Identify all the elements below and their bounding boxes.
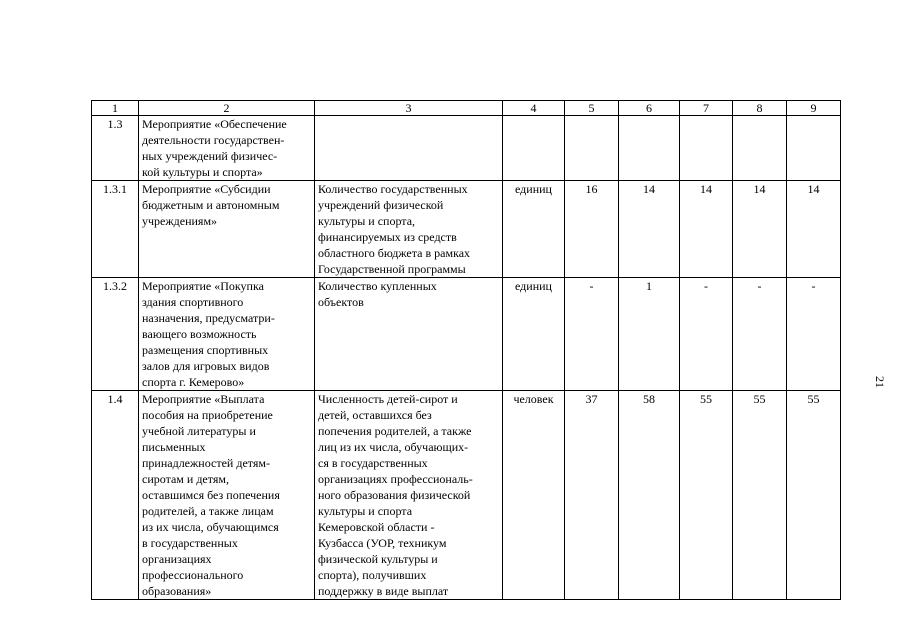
row-number: 1.3.2 [92,278,139,391]
value-cell: 14 [619,181,680,278]
value-cell [733,116,787,181]
value-cell: 14 [733,181,787,278]
column-header: 4 [503,101,565,116]
event-name: Мероприятие «Субсидии бюджетным и автономным учреждениям» [139,181,315,278]
value-cell: 37 [565,391,619,600]
column-header: 7 [680,101,733,116]
value-cell: 58 [619,391,680,600]
indicator-name: Численность детей-сирот и детей, оставшихся без попечения родителей, а также лиц из их числа, обучающих- ся в государственных организациях профессиональ- ного образования физической культуры и спорта Кемеровской области - Кузбасса (УОР, техникум физической культуры и спорта), получивших поддержку в виде выплат [315,391,503,600]
value-cell: 1 [619,278,680,391]
column-header: 9 [787,101,841,116]
column-header: 2 [139,101,315,116]
value-cell: - [680,278,733,391]
table-header-row [92,101,841,116]
column-header: 1 [92,101,139,116]
unit: единиц [503,278,565,391]
table-row [92,181,841,278]
value-cell [565,116,619,181]
value-cell [619,116,680,181]
value-cell: - [787,278,841,391]
indicator-name: Количество государственных учреждений физической культуры и спорта, финансируемых из средств областного бюджета в рамках Государственной программы [315,181,503,278]
value-cell: - [565,278,619,391]
table-row [92,116,841,181]
column-header: 3 [315,101,503,116]
page-number: 21 [873,376,887,388]
value-cell [787,116,841,181]
event-name: Мероприятие «Выплата пособия на приобретение учебной литературы и письменных принадлежностей детям- сиротам и детям, оставшимся без попечения родителей, а также лицам из их числа, обучающимся в государственных организациях профессионального образования» [139,391,315,600]
value-cell: - [733,278,787,391]
unit: единиц [503,181,565,278]
table-row [92,278,841,391]
table-row [92,391,841,600]
value-cell: 14 [787,181,841,278]
unit [503,116,565,181]
row-number: 1.3 [92,116,139,181]
value-cell: 55 [733,391,787,600]
value-cell: 55 [680,391,733,600]
event-name: Мероприятие «Обеспечение деятельности государствен- ных учреждений физичес- кой культуры и спорта» [139,116,315,181]
row-number: 1.4 [92,391,139,600]
value-cell [680,116,733,181]
column-header: 6 [619,101,680,116]
value-cell: 16 [565,181,619,278]
indicator-name: Количество купленных объектов [315,278,503,391]
column-header: 8 [733,101,787,116]
event-name: Мероприятие «Покупка здания спортивного назначения, предусматри- вающего возможность размещения спортивных залов для игровых видов спорта г. Кемерово» [139,278,315,391]
indicator-name [315,116,503,181]
row-number: 1.3.1 [92,181,139,278]
unit: человек [503,391,565,600]
indicators-table [91,100,841,600]
column-header: 5 [565,101,619,116]
value-cell: 55 [787,391,841,600]
value-cell: 14 [680,181,733,278]
